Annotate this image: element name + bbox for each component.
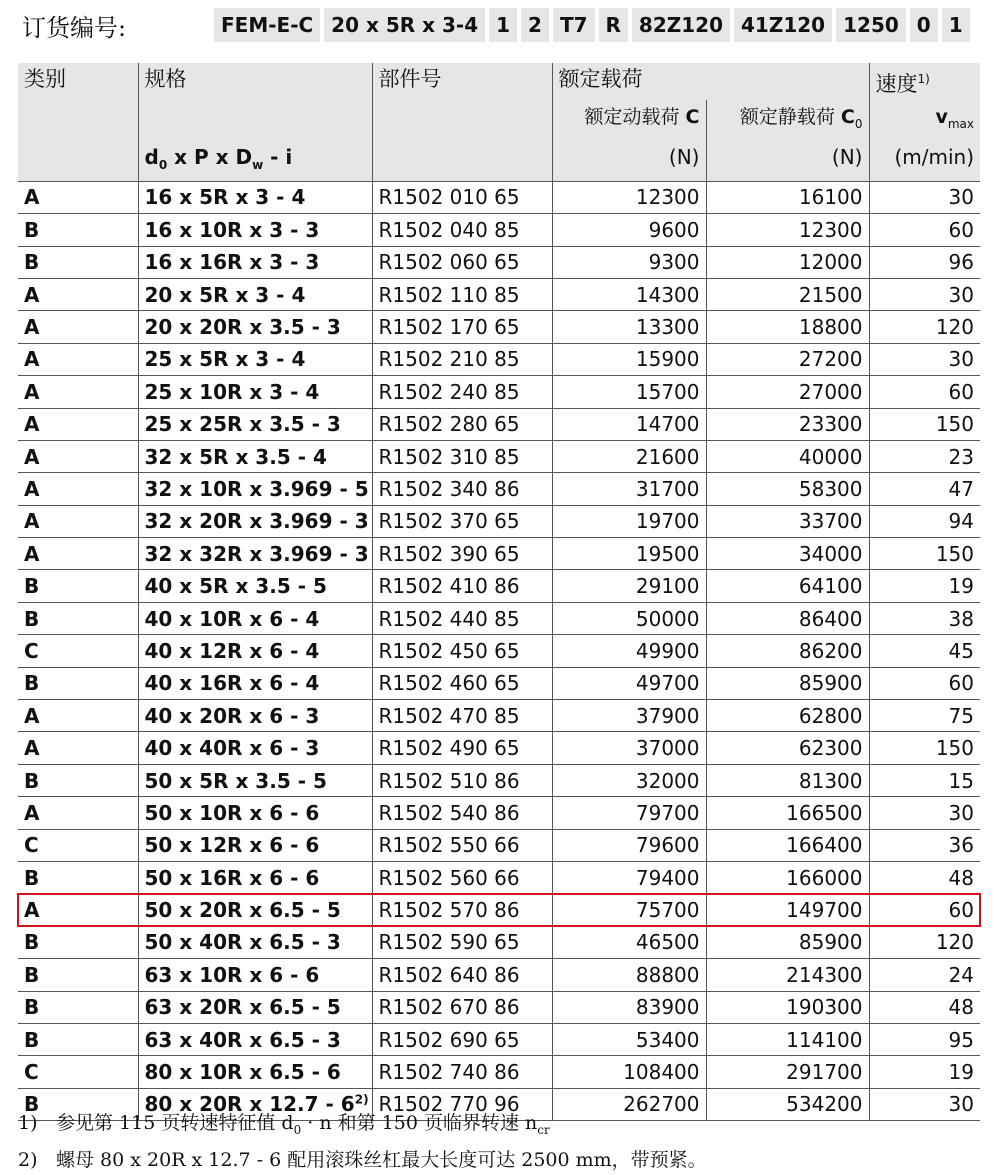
table-row [18,538,980,570]
speed-cell: 120 [869,311,980,343]
table-row [18,732,980,764]
class-cell: A [18,311,138,343]
order-code-cell: 41Z120 [734,8,832,42]
table-row [18,991,980,1023]
table-row [18,667,980,699]
part-number-cell: R1502 310 85 [372,440,552,472]
dynamic-load-cell: 9600 [552,214,706,246]
dynamic-load-cell: 75700 [552,894,706,926]
footnote-2: 2) 螺母 80 x 20R x 12.7 - 6 配用滚珠丝杠最大长度可达 2500 mm，带预紧。 [18,1148,707,1171]
order-code-cell: 1 [942,8,970,42]
spec-cell: 20 x 20R x 3.5 - 3 [138,311,372,343]
static-load-cell: 166400 [706,829,869,861]
part-number-cell: R1502 590 65 [372,926,552,958]
speed-cell: 30 [869,1088,980,1120]
table-row [18,829,980,861]
header-vmax: $v_{max}$ [869,100,980,141]
order-code-cell: 0 [910,8,938,42]
class-cell: A [18,894,138,926]
spec-cell: 40 x 40R x 6 - 3 [138,732,372,764]
class-cell: B [18,602,138,634]
order-code-cell: T7 [553,8,595,42]
part-number-cell: R1502 240 85 [372,376,552,408]
footnotes [18,1108,707,1175]
spec-cell: 20 x 5R x 3 - 4 [138,278,372,310]
spec-cell: 32 x 5R x 3.5 - 4 [138,440,372,472]
part-number-cell: R1502 280 65 [372,408,552,440]
table-row [18,764,980,796]
static-load-cell: 23300 [706,408,869,440]
dynamic-load-cell: 49900 [552,635,706,667]
static-load-cell: 214300 [706,959,869,991]
spec-cell: 63 x 10R x 6 - 6 [138,959,372,991]
spec-cell: 40 x 16R x 6 - 4 [138,667,372,699]
part-number-cell: R1502 440 85 [372,602,552,634]
table-row [18,376,980,408]
part-number-cell: R1502 110 85 [372,278,552,310]
spec-cell: 16 x 10R x 3 - 3 [138,214,372,246]
class-cell: A [18,278,138,310]
header-spec: 规格 [138,63,372,100]
dynamic-load-cell: 262700 [552,1088,706,1120]
dynamic-load-cell: 37000 [552,732,706,764]
table-row [18,1023,980,1055]
class-cell: A [18,797,138,829]
speed-cell: 60 [869,894,980,926]
dynamic-load-cell: 12300 [552,181,706,213]
order-code-cell: 1 [489,8,517,42]
speed-cell: 48 [869,991,980,1023]
order-code-cell: 1250 [836,8,906,42]
static-load-cell: 81300 [706,764,869,796]
static-load-cell: 34000 [706,538,869,570]
table-row [18,505,980,537]
dynamic-load-cell: 88800 [552,959,706,991]
spec-cell: 63 x 40R x 6.5 - 3 [138,1023,372,1055]
class-cell: B [18,991,138,1023]
table-row [18,926,980,958]
part-number-cell: R1502 470 85 [372,700,552,732]
dynamic-load-cell: 14700 [552,408,706,440]
static-load-cell: 85900 [706,926,869,958]
static-load-cell: 12300 [706,214,869,246]
spec-cell: 80 x 10R x 6.5 - 6 [138,1056,372,1088]
static-load-cell: 40000 [706,440,869,472]
spec-cell: 40 x 20R x 6 - 3 [138,700,372,732]
static-load-cell: 190300 [706,991,869,1023]
static-load-cell: 86400 [706,602,869,634]
order-code-cell: 20 x 5R x 3-4 [324,8,485,42]
header-dynamic-load: 额定动载荷 C [552,100,706,141]
spec-cell: 50 x 40R x 6.5 - 3 [138,926,372,958]
table-row [18,408,980,440]
table-row [18,440,980,472]
speed-cell: 150 [869,408,980,440]
static-load-cell: 18800 [706,311,869,343]
speed-cell: 75 [869,700,980,732]
part-number-cell: R1502 690 65 [372,1023,552,1055]
table-row [18,570,980,602]
class-cell: B [18,667,138,699]
speed-cell: 60 [869,214,980,246]
class-cell: A [18,408,138,440]
table-row [18,1056,980,1088]
table-row [18,278,980,310]
table-row [18,311,980,343]
dynamic-load-cell: 83900 [552,991,706,1023]
class-cell: A [18,505,138,537]
class-cell: A [18,700,138,732]
class-cell: C [18,1056,138,1088]
static-load-cell: 291700 [706,1056,869,1088]
header-rated-load: 额定载荷 [552,63,869,100]
spec-cell: 16 x 16R x 3 - 3 [138,246,372,278]
dynamic-load-cell: 21600 [552,440,706,472]
static-load-cell: 16100 [706,181,869,213]
dynamic-load-cell: 79400 [552,862,706,894]
header-static-load: 额定静载荷 $C_0$ [706,100,869,141]
class-cell: C [18,829,138,861]
speed-cell: 30 [869,343,980,375]
spec-cell: 50 x 20R x 6.5 - 5 [138,894,372,926]
static-load-cell: 114100 [706,1023,869,1055]
table-row [18,181,980,213]
class-cell: A [18,538,138,570]
speed-cell: 94 [869,505,980,537]
class-cell: B [18,926,138,958]
spec-cell: 32 x 20R x 3.969 - 3 [138,505,372,537]
dynamic-load-cell: 9300 [552,246,706,278]
speed-cell: 96 [869,246,980,278]
static-load-cell: 166500 [706,797,869,829]
dynamic-load-cell: 37900 [552,700,706,732]
header-speed: 速度$^{1)}$ [869,63,980,100]
spec-cell: 16 x 5R x 3 - 4 [138,181,372,213]
spec-cell: 32 x 10R x 3.969 - 5 [138,473,372,505]
part-number-cell: R1502 060 65 [372,246,552,278]
class-cell: B [18,570,138,602]
static-load-cell: 62300 [706,732,869,764]
class-cell: A [18,181,138,213]
part-number-cell: R1502 740 86 [372,1056,552,1088]
dynamic-load-cell: 79700 [552,797,706,829]
class-cell: A [18,343,138,375]
dynamic-load-cell: 50000 [552,602,706,634]
part-number-cell: R1502 450 65 [372,635,552,667]
part-number-cell: R1502 410 86 [372,570,552,602]
speed-cell: 19 [869,570,980,602]
class-cell: A [18,440,138,472]
spec-cell: 40 x 10R x 6 - 4 [138,602,372,634]
table-row [18,343,980,375]
part-number-cell: R1502 210 85 [372,343,552,375]
spec-cell: 50 x 12R x 6 - 6 [138,829,372,861]
static-load-cell: 534200 [706,1088,869,1120]
dynamic-load-cell: 53400 [552,1023,706,1055]
part-number-cell: R1502 550 66 [372,829,552,861]
table-row [18,246,980,278]
part-number-cell: R1502 010 65 [372,181,552,213]
speed-cell: 95 [869,1023,980,1055]
speed-cell: 60 [869,667,980,699]
spec-cell: 25 x 25R x 3.5 - 3 [138,408,372,440]
static-load-cell: 33700 [706,505,869,537]
part-number-cell: R1502 040 85 [372,214,552,246]
table-row [18,959,980,991]
static-load-cell: 21500 [706,278,869,310]
dynamic-load-cell: 29100 [552,570,706,602]
speed-cell: 120 [869,926,980,958]
static-load-cell: 86200 [706,635,869,667]
speed-cell: 48 [869,862,980,894]
spec-cell: 63 x 20R x 6.5 - 5 [138,991,372,1023]
speed-cell: 47 [869,473,980,505]
speed-cell: 30 [869,797,980,829]
part-number-cell: R1502 570 86 [372,894,552,926]
part-number-cell: R1502 370 65 [372,505,552,537]
dynamic-load-cell: 32000 [552,764,706,796]
class-cell: A [18,732,138,764]
unit-static-load: (N) [706,141,869,182]
order-code-row [22,8,970,42]
order-code-label: 订货编号: [22,13,127,42]
part-number-cell: R1502 640 86 [372,959,552,991]
speed-cell: 30 [869,181,980,213]
dynamic-load-cell: 49700 [552,667,706,699]
static-load-cell: 27000 [706,376,869,408]
static-load-cell: 64100 [706,570,869,602]
part-number-cell: R1502 770 96 [372,1088,552,1120]
dynamic-load-cell: 14300 [552,278,706,310]
spec-table [18,63,980,1121]
table-row [18,862,980,894]
speed-cell: 150 [869,732,980,764]
static-load-cell: 166000 [706,862,869,894]
part-number-cell: R1502 170 65 [372,311,552,343]
dynamic-load-cell: 19500 [552,538,706,570]
spec-cell: 50 x 10R x 6 - 6 [138,797,372,829]
order-code-cell: R [599,8,628,42]
part-number-cell: R1502 490 65 [372,732,552,764]
part-number-cell: R1502 510 86 [372,764,552,796]
speed-cell: 24 [869,959,980,991]
speed-cell: 36 [869,829,980,861]
spec-cell: 50 x 16R x 6 - 6 [138,862,372,894]
spec-cell: 25 x 10R x 3 - 4 [138,376,372,408]
dynamic-load-cell: 15700 [552,376,706,408]
spec-cell: 32 x 32R x 3.969 - 3 [138,538,372,570]
table-row-highlighted [18,894,980,926]
spec-cell: 40 x 5R x 3.5 - 5 [138,570,372,602]
dynamic-load-cell: 19700 [552,505,706,537]
class-cell: B [18,764,138,796]
class-cell: C [18,635,138,667]
class-cell: B [18,214,138,246]
class-cell: B [18,1088,138,1120]
speed-cell: 15 [869,764,980,796]
order-code-cells [214,8,970,42]
spec-cell: 50 x 5R x 3.5 - 5 [138,764,372,796]
table-row [18,214,980,246]
order-code-cell: FEM-E-C [214,8,320,42]
class-cell: B [18,1023,138,1055]
spec-cell: 80 x 20R x 12.7 - 6$^{2)}$ [138,1088,372,1120]
dynamic-load-cell: 13300 [552,311,706,343]
speed-cell: 30 [869,278,980,310]
class-cell: A [18,473,138,505]
static-load-cell: 62800 [706,700,869,732]
unit-dynamic-load: (N) [552,141,706,182]
speed-cell: 19 [869,1056,980,1088]
static-load-cell: 58300 [706,473,869,505]
dynamic-load-cell: 79600 [552,829,706,861]
dynamic-load-cell: 15900 [552,343,706,375]
speed-cell: 60 [869,376,980,408]
table-row [18,602,980,634]
spec-cell: 25 x 5R x 3 - 4 [138,343,372,375]
header-part-number: 部件号 [372,63,552,100]
order-code-cell: 2 [521,8,549,42]
static-load-cell: 85900 [706,667,869,699]
speed-cell: 45 [869,635,980,667]
part-number-cell: R1502 670 86 [372,991,552,1023]
dynamic-load-cell: 31700 [552,473,706,505]
speed-cell: 150 [869,538,980,570]
part-number-cell: R1502 560 66 [372,862,552,894]
static-load-cell: 149700 [706,894,869,926]
header-spec-formula: $d_0$ x P x $D_w$ - i [138,141,372,182]
static-load-cell: 27200 [706,343,869,375]
part-number-cell: R1502 390 65 [372,538,552,570]
spec-cell: 40 x 12R x 6 - 4 [138,635,372,667]
footnote-1: 1) 参见第 115 页转速特征值 $d_0 \cdot n$ 和第 150 页临界转速 $n_{cr}$ [18,1112,550,1137]
class-cell: B [18,246,138,278]
header-class: 类别 [18,63,138,100]
table-row [18,700,980,732]
part-number-cell: R1502 540 86 [372,797,552,829]
dynamic-load-cell: 46500 [552,926,706,958]
class-cell: B [18,862,138,894]
table-row [18,635,980,667]
speed-cell: 23 [869,440,980,472]
part-number-cell: R1502 460 65 [372,667,552,699]
table-row [18,473,980,505]
class-cell: A [18,376,138,408]
table-row [18,797,980,829]
class-cell: B [18,959,138,991]
static-load-cell: 12000 [706,246,869,278]
unit-speed: (m/min) [869,141,980,182]
part-number-cell: R1502 340 86 [372,473,552,505]
order-code-cell: 82Z120 [632,8,730,42]
dynamic-load-cell: 108400 [552,1056,706,1088]
speed-cell: 38 [869,602,980,634]
